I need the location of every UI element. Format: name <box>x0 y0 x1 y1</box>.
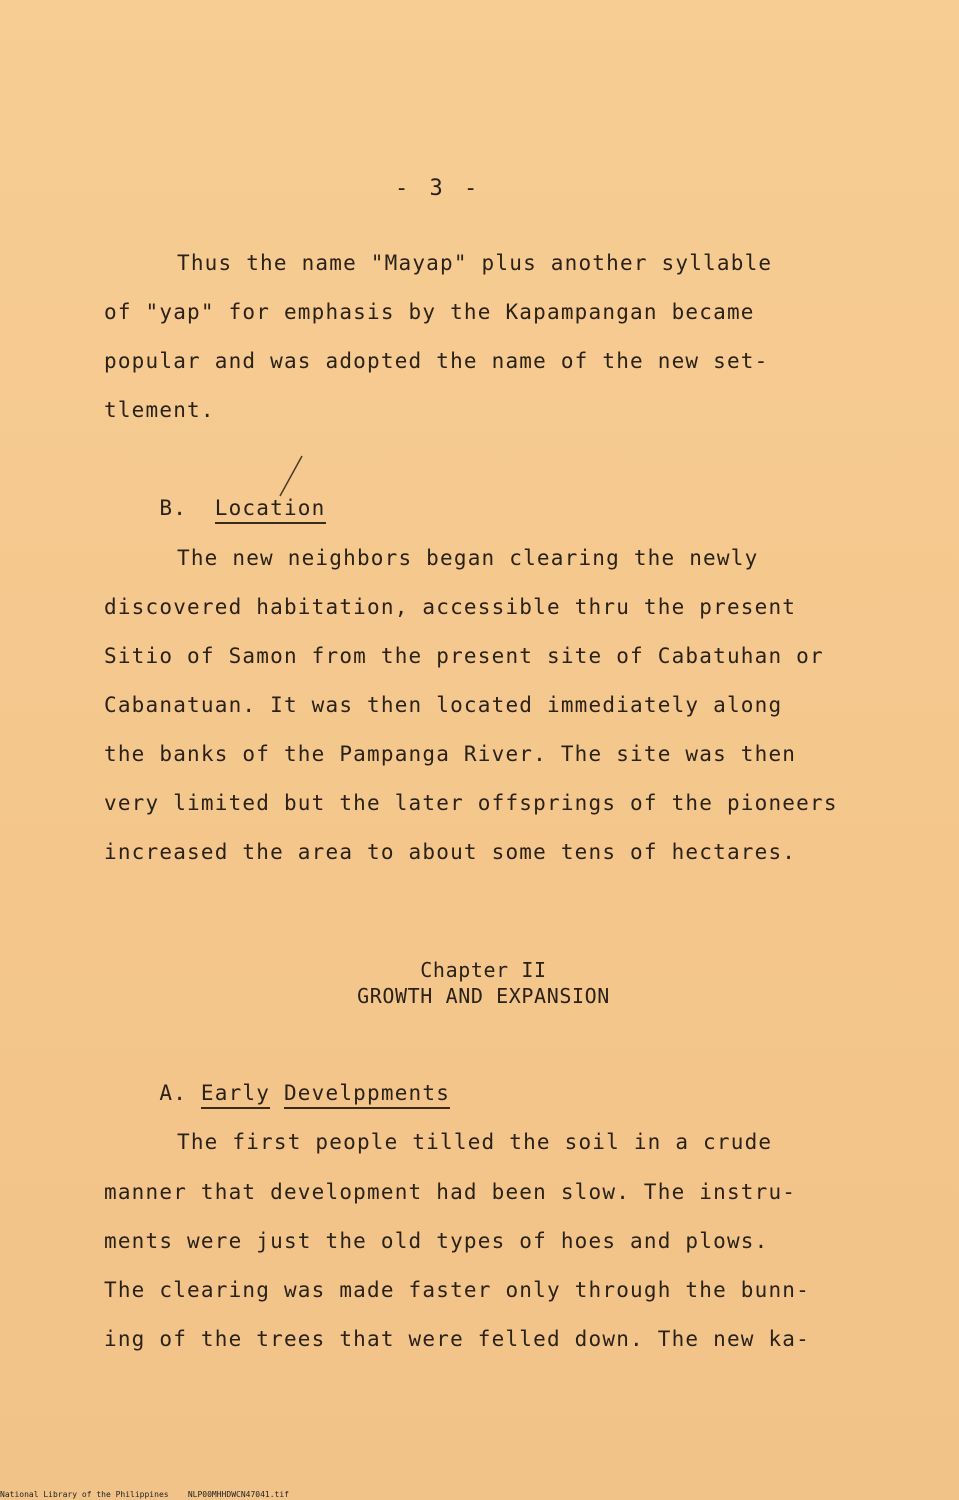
intro-line-2: of "yap" for emphasis by the Kapampangan became <box>104 300 755 324</box>
intro-line-3: popular and was adopted the name of the new set- <box>104 349 769 373</box>
footer-source: National Library of the Philippines <box>0 1490 169 1499</box>
location-line-1: The new neighbors began clearing the newly <box>177 546 759 570</box>
section-b-title: Location <box>215 496 326 524</box>
scan-footer <box>0 1490 289 1499</box>
intro-line-1: Thus the name "Mayap" plus another syllable <box>177 251 773 275</box>
chapter-number: Chapter II <box>420 958 547 982</box>
location-line-4: Cabanatuan. It was then located immediately along <box>104 693 783 717</box>
section-a-heading <box>104 1057 450 1133</box>
early-line-1: The first people tilled the soil in a crude <box>177 1130 773 1154</box>
early-line-3: ments were just the old types of hoes and plows. <box>104 1229 769 1253</box>
section-b-letter: B. <box>159 496 188 520</box>
section-a-title-word1: Early <box>201 1081 270 1109</box>
location-line-6: very limited but the later offsprings of the pioneers <box>104 791 838 815</box>
location-line-3: Sitio of Samon from the present site of Cabatuhan or <box>104 644 824 668</box>
early-line-5: ing of the trees that were felled down. The new ka- <box>104 1327 810 1351</box>
location-line-2: discovered habitation, accessible thru the present <box>104 595 797 619</box>
early-line-2: manner that development had been slow. The instru- <box>104 1180 797 1204</box>
location-line-7: increased the area to about some tens of hectares. <box>104 840 797 864</box>
check-mark-icon <box>276 452 306 502</box>
intro-line-4: tlement. <box>104 398 215 422</box>
early-line-4: The clearing was made faster only through the bunn- <box>104 1278 810 1302</box>
footer-filename: NLP00MHHDWCN47041.tif <box>187 1490 289 1499</box>
location-line-5: the banks of the Pampanga River. The site was then <box>104 742 797 766</box>
section-a-letter: A. <box>159 1081 188 1105</box>
page-number: - 3 - <box>395 176 482 201</box>
chapter-title: GROWTH AND EXPANSION <box>357 984 610 1008</box>
section-a-title-word2: Develppments <box>284 1081 450 1109</box>
